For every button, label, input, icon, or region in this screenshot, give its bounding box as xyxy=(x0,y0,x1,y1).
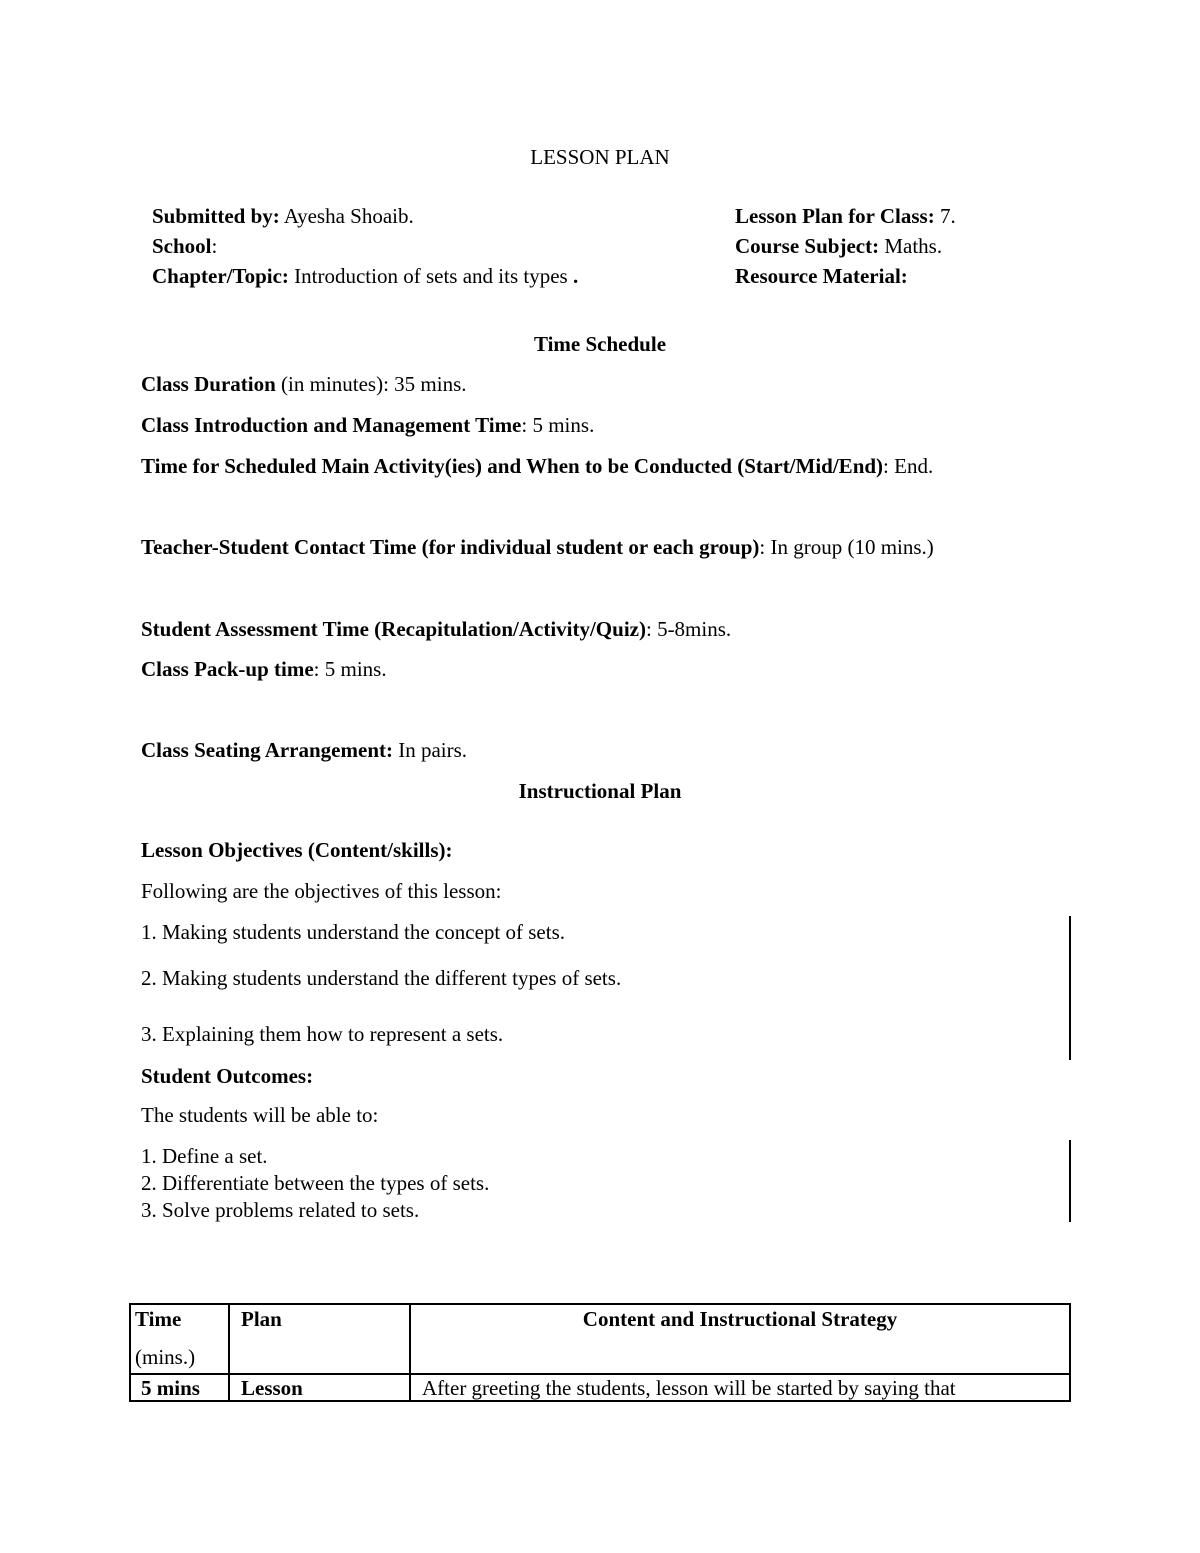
submitted-by-line xyxy=(152,204,414,228)
class-for-line xyxy=(735,204,956,228)
subject-value: Maths. xyxy=(879,234,943,258)
margin-rule xyxy=(1069,916,1071,1060)
time-cell xyxy=(130,1374,229,1401)
resource-label: Resource Material: xyxy=(735,264,908,288)
class-for-value: 7. xyxy=(934,204,956,228)
assessment-time-line xyxy=(141,617,731,641)
packup-time-value: : 5 mins. xyxy=(313,657,387,681)
plan-cell xyxy=(229,1374,410,1401)
objective-item: 2. Making students understand the different types of sets. xyxy=(141,966,622,990)
table-row xyxy=(130,1374,1070,1401)
outcomes-intro: The students will be able to: xyxy=(141,1103,379,1127)
content-cell: After greeting the students, lesson will be started by saying that xyxy=(410,1374,1070,1401)
submitted-by-label: Submitted by: xyxy=(152,204,280,228)
subject-line xyxy=(735,234,942,258)
plan-cell-text: Lesson xyxy=(241,1376,303,1400)
time-header-cell xyxy=(130,1304,229,1374)
content-header-cell xyxy=(410,1304,1070,1374)
time-schedule-heading xyxy=(0,332,1200,356)
instructional-plan-heading-text: Instructional Plan xyxy=(518,779,682,803)
objectives-intro: Following are the objectives of this lesson: xyxy=(141,879,502,903)
seating-label: Class Seating Arrangement: xyxy=(141,738,393,762)
main-activity-line xyxy=(141,454,933,478)
outcome-item: 2. Differentiate between the types of sets. xyxy=(141,1171,490,1195)
assessment-time-label: Student Assessment Time (Recapitulation/Activity/Quiz) xyxy=(141,617,646,641)
school-label: School xyxy=(152,234,212,258)
plan-header: Plan xyxy=(241,1307,282,1331)
intro-time-value: : 5 mins. xyxy=(521,413,595,437)
school-value: : xyxy=(211,234,218,258)
contact-time-line xyxy=(141,535,934,559)
packup-time-label: Class Pack-up time xyxy=(141,657,314,681)
objective-item: 1. Making students understand the concept of sets. xyxy=(141,920,565,944)
plan-header-cell xyxy=(229,1304,410,1374)
time-header: Time xyxy=(135,1307,182,1331)
intro-time-label: Class Introduction and Management Time xyxy=(141,413,522,437)
chapter-value: Introduction of sets and its types xyxy=(288,264,573,288)
seating-line xyxy=(141,738,467,762)
assessment-time-value: : 5-8mins. xyxy=(645,617,732,641)
subject-label: Course Subject: xyxy=(735,234,880,258)
class-duration-value: (in minutes): 35 mins. xyxy=(275,372,467,396)
time-cell-text: 5 mins xyxy=(141,1376,200,1400)
contact-time-label: Teacher-Student Contact Time (for individual student or each group) xyxy=(141,535,760,559)
objectives-heading xyxy=(141,838,453,862)
document-title: LESSON PLAN xyxy=(530,145,670,169)
table-header-row xyxy=(130,1304,1070,1374)
main-activity-label: Time for Scheduled Main Activity(ies) and When to be Conducted (Start/Mid/End) xyxy=(141,454,884,478)
class-duration-line xyxy=(141,372,467,396)
seating-value: In pairs. xyxy=(392,738,468,762)
main-activity-value: : End. xyxy=(883,454,934,478)
resource-line xyxy=(735,264,908,288)
chapter-label: Chapter/Topic: xyxy=(152,264,289,288)
class-duration-label: Class Duration xyxy=(141,372,276,396)
chapter-suffix: . xyxy=(572,264,579,288)
instructional-plan-heading xyxy=(0,779,1200,803)
chapter-line xyxy=(152,264,578,288)
submitted-by-value: Ayesha Shoaib. xyxy=(279,204,414,228)
school-line xyxy=(152,234,217,258)
lesson-plan-table xyxy=(129,1303,1071,1402)
time-unit-header: (mins.) xyxy=(135,1345,196,1370)
outcomes-heading xyxy=(141,1064,313,1088)
time-schedule-heading-text: Time Schedule xyxy=(533,332,667,356)
content-header: Content and Instructional Strategy xyxy=(582,1307,898,1331)
objectives-heading-text: Lesson Objectives (Content/skills): xyxy=(141,838,453,862)
class-for-label: Lesson Plan for Class: xyxy=(735,204,935,228)
outcome-item: 1. Define a set. xyxy=(141,1144,268,1168)
objective-item: 3. Explaining them how to represent a sets. xyxy=(141,1022,504,1046)
outcomes-heading-text: Student Outcomes: xyxy=(141,1064,314,1088)
contact-time-value: : In group (10 mins.) xyxy=(759,535,934,559)
packup-time-line xyxy=(141,657,387,681)
outcome-item: 3. Solve problems related to sets. xyxy=(141,1198,420,1222)
intro-time-line xyxy=(141,413,594,437)
margin-rule xyxy=(1069,1140,1071,1222)
